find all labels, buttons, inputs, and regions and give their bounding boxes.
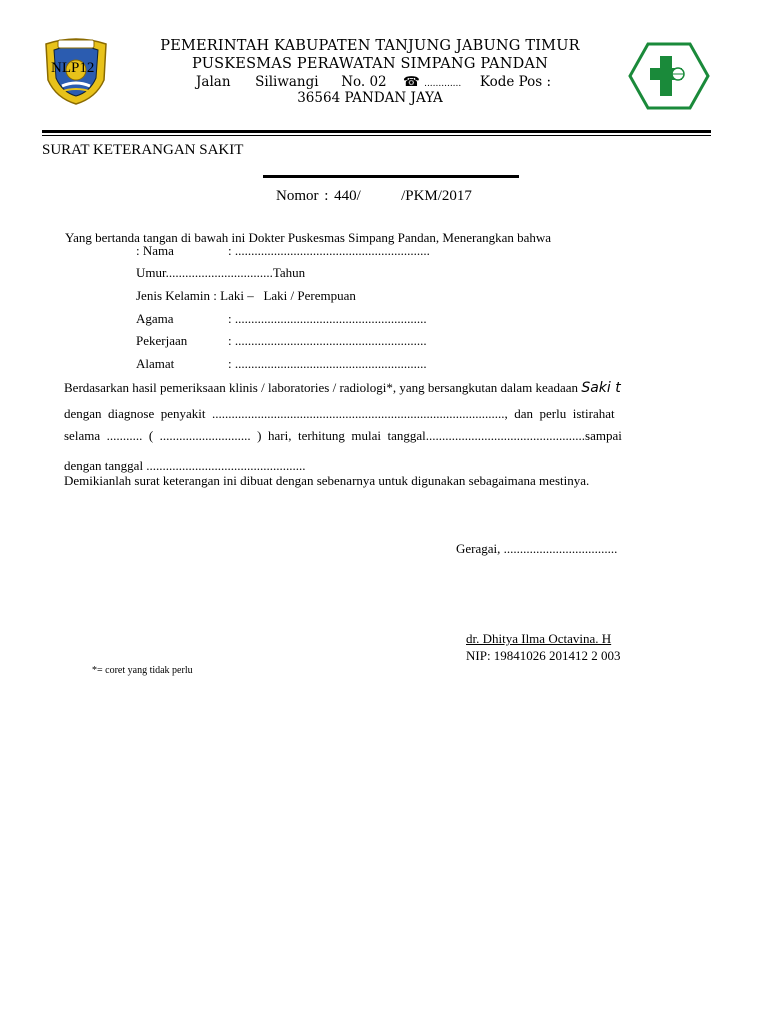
field-umur: Umur.................................Tahun [136, 265, 306, 280]
header-address [196, 74, 551, 90]
field-pekerjaan-label: Pekerjaan [136, 333, 188, 348]
intro-text: Yang bertanda tangan di bawah ini Dokter Puskesmas Simpang Pandan, Menerangkan bahwa [65, 230, 552, 245]
field-jenis-kelamin: Jenis Kelamin : Laki – Laki / Perempuan [136, 288, 356, 303]
header-puskesmas: PUSKESMAS PERAWATAN SIMPANG PANDAN [192, 56, 548, 72]
field-agama-dots: : ........................................................... [228, 311, 427, 326]
header-divider-thick [42, 130, 711, 133]
document-number: Nomor : 440/ /PKM/2017 [276, 188, 472, 204]
paragraph-examination [64, 380, 621, 396]
paragraph-end-date: dengan tanggal ................................................. [64, 458, 306, 473]
field-nama-label: : Nama [136, 243, 174, 258]
document-title: SURAT KETERANGAN SAKIT [42, 142, 244, 158]
paragraph-diagnosis: dengan diagnose penyakit .........................................................................................., dan perlu istirahat [64, 406, 615, 421]
puskesmas-logo [628, 42, 710, 110]
signer-nip: NIP: 19841026 201412 2 003 [466, 648, 621, 663]
address-number: No. 02 [341, 74, 387, 90]
field-alamat-label: Alamat [136, 356, 175, 371]
regency-logo [40, 36, 112, 106]
field-agama-label: Agama [136, 311, 174, 326]
postal-label: Kode Pos : [479, 74, 552, 90]
number-rule [263, 175, 519, 178]
signer-name: dr. Dhitya Ilma Octavina. H [466, 631, 612, 646]
header-divider-thin [42, 135, 711, 136]
address-label: Jalan [196, 74, 231, 90]
footnote: *= coret yang tidak perlu [92, 665, 193, 676]
phone-dots: ............. [424, 79, 462, 89]
header-government: PEMERINTAH KABUPATEN TANJUNG JABUNG TIMUR [160, 38, 580, 54]
paragraph-closing: Demikianlah surat keterangan ini dibuat dengan sebenarnya untuk digunakan sebagaimana mestinya. [64, 473, 590, 488]
field-nama-dots: : ............................................................ [228, 243, 430, 258]
place-date: Geragai, ................................... [456, 541, 618, 556]
header-city: 36564 PANDAN JAYA [297, 90, 443, 106]
examination-text: Berdasarkan hasil pemeriksaan klinis / laboratories / radiologi*, yang bersangkutan dalam keadaan [64, 380, 579, 395]
phone-icon: ☎ [402, 74, 420, 90]
address-street: Siliwangi [255, 74, 319, 90]
paragraph-rest-period: selama ........... ( ............................ ) hari, terhitung mulai tanggal.................................................sampai [64, 428, 622, 443]
field-pekerjaan-dots: : ........................................................... [228, 333, 427, 348]
condition-handwritten: Saki t [581, 380, 621, 396]
field-alamat-dots: : ........................................................... [228, 356, 427, 371]
logo-overlay-text: NLP12 [51, 60, 95, 76]
